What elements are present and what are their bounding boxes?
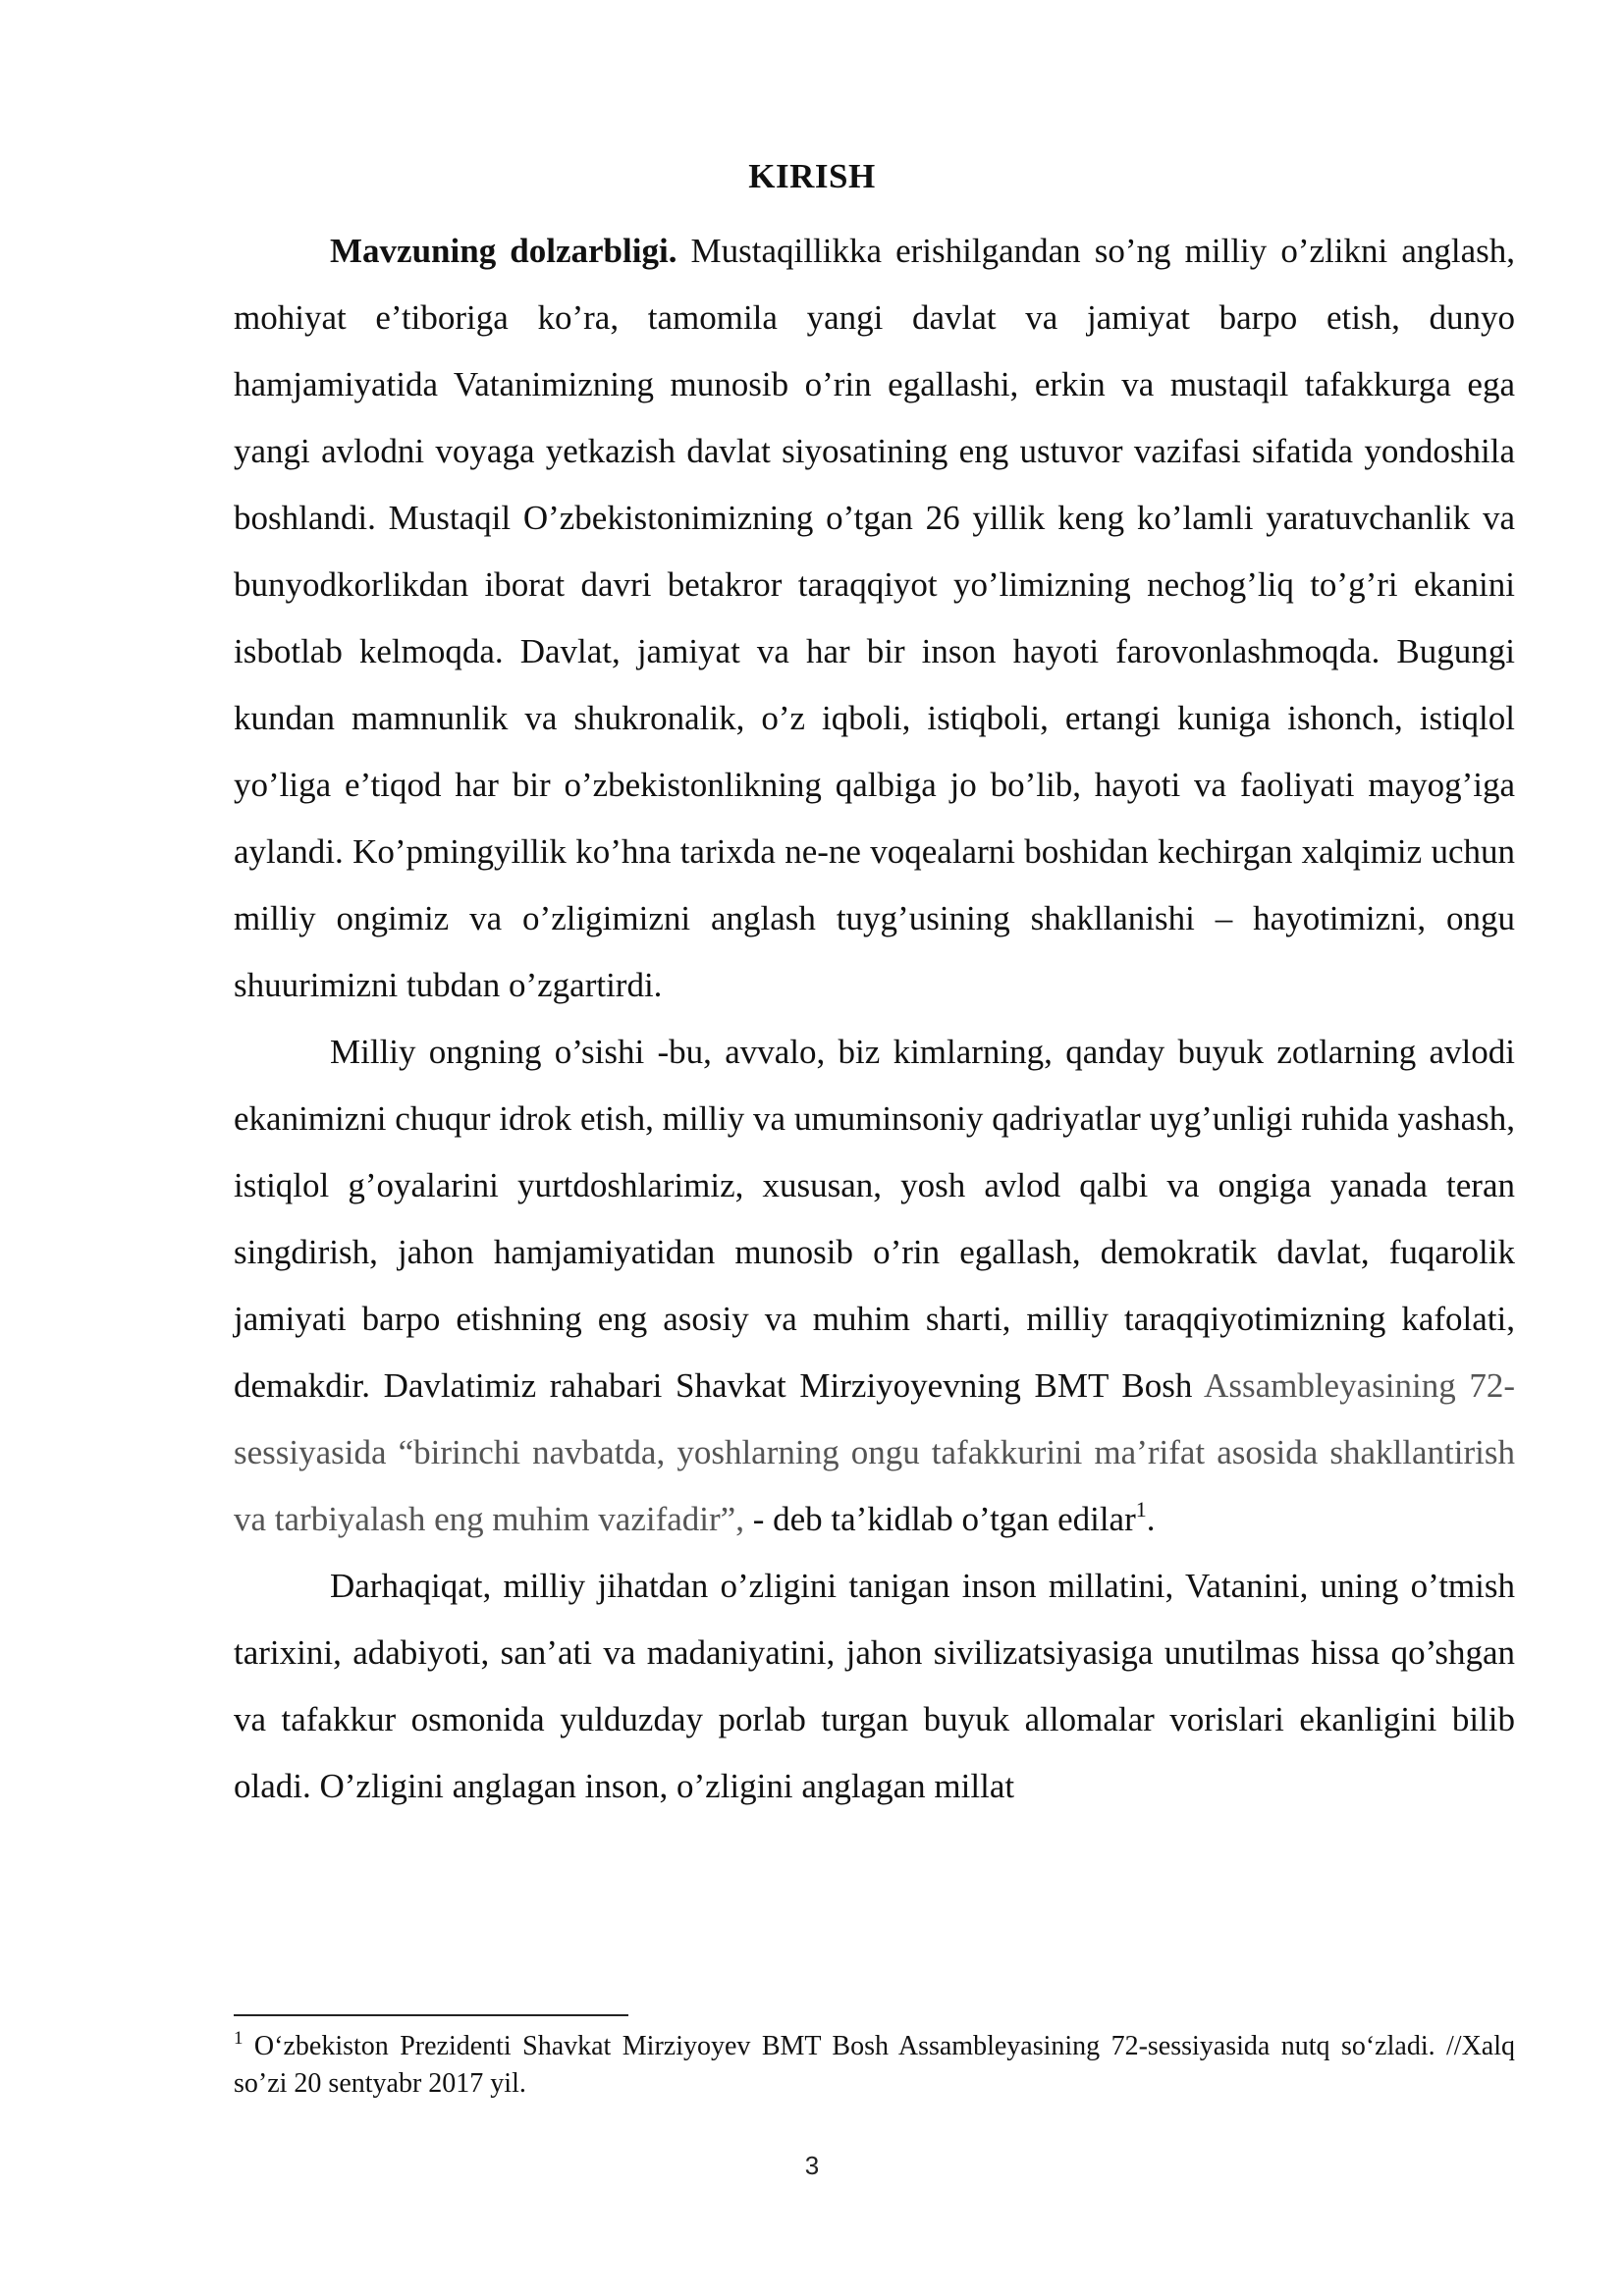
paragraph-tail: - deb ta’kidlab o’tgan edilar (743, 1500, 1136, 1538)
footnote-separator (234, 2014, 628, 2016)
quoted-text: Assambleyasining 72-sessiyasida “birinchi navbatda, yoshlarning ongu tafakkurini ma’rifat asosida shakllantirish va tarbiyalash eng muhim vazifadir”, (234, 1366, 1515, 1538)
body-text (234, 218, 1515, 1820)
paragraph-lead: Mavzuning dolzarbligi. (330, 232, 677, 270)
footnote-text: O‘zbekiston Prezidenti Shavkat Mirziyoyev BMT Bosh Assambleyasining 72-sessiyasida nutq so‘zladi. //Xalq so’zi 20 sentyabr 2017 yil. (234, 2031, 1515, 2099)
paragraph-1 (234, 218, 1515, 1019)
paragraph-text: Milliy ongning o’sishi -bu, avvalo, biz kimlarning, qanday buyuk zotlarning avlodi ekanimizni chuqur idrok etish, milliy va umuminsoniy qadriyatlar uyg’unligi ruhida yashash, istiqlol g’oyalarini yurtdoshlarimiz, xususan, yosh avlod qalbi va ongiga yanada teran singdirish, jahon hamjamiyatidan munosib o’rin egallash, demokratik davlat, fuqarolik jamiyati barpo etishning eng asosiy va muhim sharti, milliy taraqqiyotimizning kafolati, demakdir. Davlatimiz rahabari Shavkat Mirziyoyevning BMT Bosh (234, 1033, 1515, 1405)
footnote (234, 2028, 1515, 2103)
paragraph-3 (234, 1553, 1515, 1820)
footnote-mark: 1 (234, 2028, 244, 2049)
page-title: KIRISH (748, 157, 876, 195)
page-number: 3 (804, 2151, 820, 2180)
paragraph-end: . (1146, 1500, 1156, 1538)
paragraph-text: Darhaqiqat, milliy jihatdan o’zligini tanigan inson millatini, Vatanini, uning o’tmish tarixini, adabiyoti, san’ati va madaniyatini, jahon sivilizatsiyasiga unutilmas hissa qo’shgan va tafakkur osmonida yulduzday porlab turgan buyuk allomalar vorislari ekanligini bilib oladi. O’zligini anglagan inson, o’zligini anglagan millat (234, 1567, 1515, 1805)
footnote-reference[interactable]: 1 (1135, 1497, 1147, 1522)
paragraph-text: Mustaqillikka erishilgandan so’ng milliy o’zlikni anglash, mohiyat e’tiboriga ko’ra, tamomila yangi davlat va jamiyat barpo etish, dunyo hamjamiyatida Vatanimizning munosib o’rin egallashi, erkin va mustaqil tafakkurga ega yangi avlodni voyaga yetkazish davlat siyosatining eng ustuvor vazifasi sifatida yondoshila boshlandi. Mustaqil O’zbekistonimizning o’tgan 26 yillik keng ko’lamli yaratuvchanlik va bunyodkorlikdan iborat davri betakror taraqqiyot yo’limizning nechog’liq to’g’ri ekanini isbotlab kelmoqda. Davlat, jamiyat va har bir inson hayoti farovonlashmoqda. Bugungi kundan mamnunlik va shukronalik, o’z iqboli, istiqboli, ertangi kuniga ishonch, istiqlol yo’liga e’tiqod har bir o’zbekistonlikning qalbiga jo bo’lib, hayoti va faoliyati mayog’iga aylandi. Ko’pmingyillik ko’hna tarixda ne-ne voqealarni boshidan kechirgan xalqimiz uchun milliy ongimiz va o’zligimizni anglash tuyg’usining shakllanishi – hayotimizni, ongu shuurimizni tubdan o’zgartirdi. (234, 232, 1516, 1004)
paragraph-2 (234, 1019, 1515, 1553)
